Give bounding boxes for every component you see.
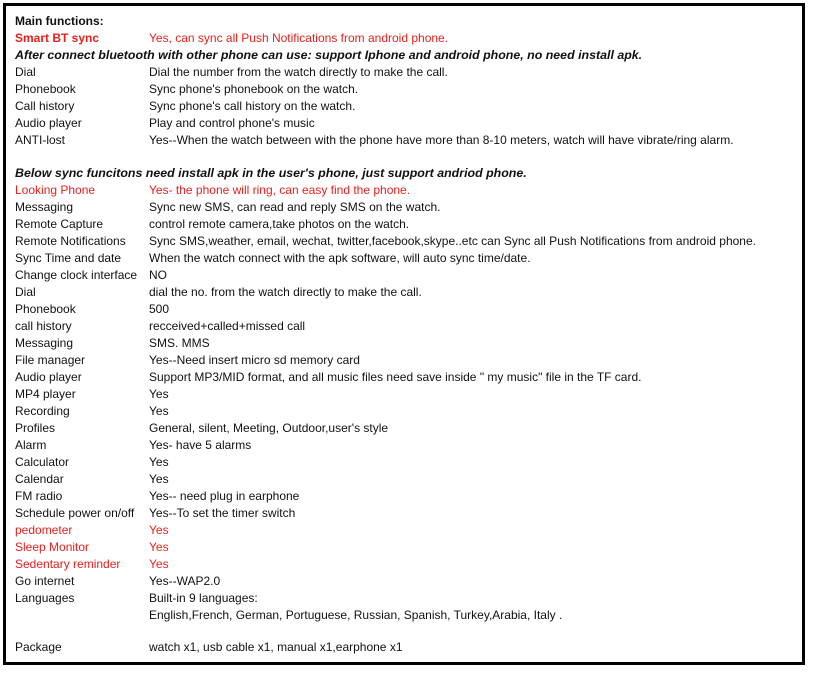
smart-bt-value: Yes, can sync all Push Notifications from android phone. [149,31,449,45]
spec-value: SMS. MMS [149,336,210,350]
package-spacer [15,624,796,639]
section-spacer [15,149,796,165]
spec-label: Audio player [15,370,82,384]
spec-value: NO [149,268,167,282]
spec-label: call history [15,319,72,333]
spec-value: Sync phone's call history on the watch. [149,99,356,113]
languages-line-1: Built-in 9 languages: [149,591,258,605]
spec-row [15,284,796,301]
spec-row [15,318,796,335]
spec-value: Yes--Need insert micro sd memory card [149,353,360,367]
bluetooth-features [15,64,796,149]
spec-value: dial the no. from the watch directly to make the call. [149,285,422,299]
spec-label: Remote Capture [15,217,104,231]
spec-value: Yes--WAP2.0 [149,574,221,588]
spec-label: Recording [15,404,70,418]
spec-value: Yes- the phone will ring, can easy find the phone. [149,183,411,197]
spec-value: General, silent, Meeting, Outdoor,user's style [149,421,389,435]
document-frame [3,3,805,665]
spec-value: When the watch connect with the apk software, will auto sync time/date. [149,251,531,265]
spec-row [15,573,796,590]
spec-label: Phonebook [15,302,76,316]
spec-value: Sync phone's phonebook on the watch. [149,82,359,96]
spec-label: Dial [15,65,36,79]
spec-label: Remote Notifications [15,234,126,248]
spec-row [15,216,796,233]
spec-value: Yes--When the watch between with the phone have more than 8-10 meters, watch will have vibrate/ring alarm. [149,133,734,147]
package-row [15,639,796,656]
spec-label: Calendar [15,472,64,486]
spec-value: 500 [149,302,170,316]
spec-label: Looking Phone [15,183,96,197]
spec-row [15,522,796,539]
spec-row [15,132,796,149]
spec-label: Go internet [15,574,75,588]
spec-label: Alarm [15,438,47,452]
spec-label: File manager [15,353,86,367]
spec-label: FM radio [15,489,63,503]
spec-value: Yes [149,404,169,418]
package-label: Package [15,640,62,654]
spec-value: Support MP3/MID format, and all music files need save inside " my music" file in the TF card. [149,370,642,384]
smart-bt-label: Smart BT sync [15,31,100,45]
spec-label: Sedentary reminder [15,557,121,571]
languages-value [149,590,796,624]
package-value: watch x1, usb cable x1, manual x1,earphone x1 [149,640,403,654]
main-functions-title: Main functions: [15,14,104,28]
spec-row [15,98,796,115]
spec-value: Yes [149,523,169,537]
spec-row [15,335,796,352]
spec-value: Yes [149,472,169,486]
spec-content [15,13,796,656]
spec-value: Play and control phone's music [149,116,315,130]
spec-label: Sync Time and date [15,251,122,265]
spec-row [15,505,796,522]
spec-label: Change clock interface [15,268,138,282]
spec-value: Yes [149,387,169,401]
apk-section-heading: Below sync funcitons need install apk in the user's phone, just support andriod phone. [15,166,527,180]
spec-value: Sync new SMS, can read and reply SMS on the watch. [149,200,441,214]
spec-value: Dial the number from the watch directly to make the call. [149,65,448,79]
spec-label: Schedule power on/off [15,506,135,520]
spec-value: Yes [149,557,169,571]
spec-row [15,250,796,267]
spec-row [15,556,796,573]
spec-row [15,199,796,216]
spec-row [15,233,796,250]
spec-label: Profiles [15,421,56,435]
spec-label: ANTI-lost [15,133,66,147]
smart-bt-row [15,30,796,47]
spec-value: Yes [149,455,169,469]
spec-value: Yes- have 5 alarms [149,438,252,452]
spec-row [15,454,796,471]
spec-label: Messaging [15,336,74,350]
spec-row [15,471,796,488]
spec-row [15,488,796,505]
spec-value: Yes--To set the timer switch [149,506,296,520]
spec-label: MP4 player [15,387,76,401]
spec-row [15,267,796,284]
languages-row [15,590,796,624]
spec-row [15,403,796,420]
languages-label: Languages [15,591,75,605]
spec-row [15,369,796,386]
spec-row [15,352,796,369]
spec-value: Yes-- need plug in earphone [149,489,300,503]
spec-label: pedometer [15,523,73,537]
languages-line-2: English,French, German, Portuguese, Russian, Spanish, Turkey,Arabia, Italy . [149,608,563,622]
spec-value: Sync SMS,weather, email, wechat, twitter,facebook,skype..etc can Sync all Push Notifications from android phone. [149,234,756,248]
spec-row [15,386,796,403]
spec-row [15,437,796,454]
spec-label: Phonebook [15,82,76,96]
spec-label: Messaging [15,200,74,214]
spec-row [15,81,796,98]
spec-value: control remote camera,take photos on the watch. [149,217,410,231]
apk-features [15,182,796,590]
spec-row [15,420,796,437]
spec-row [15,539,796,556]
spec-label: Sleep Monitor [15,540,90,554]
spec-label: Calculator [15,455,70,469]
spec-label: Audio player [15,116,82,130]
bluetooth-section-heading: After connect bluetooth with other phone can use: support Iphone and android phone, no need install apk. [15,48,643,62]
spec-label: Dial [15,285,36,299]
spec-row [15,64,796,81]
spec-row [15,182,796,199]
spec-value: Yes [149,540,169,554]
spec-row [15,115,796,132]
spec-value: recceived+called+missed call [149,319,306,333]
spec-row [15,301,796,318]
spec-label: Call history [15,99,75,113]
